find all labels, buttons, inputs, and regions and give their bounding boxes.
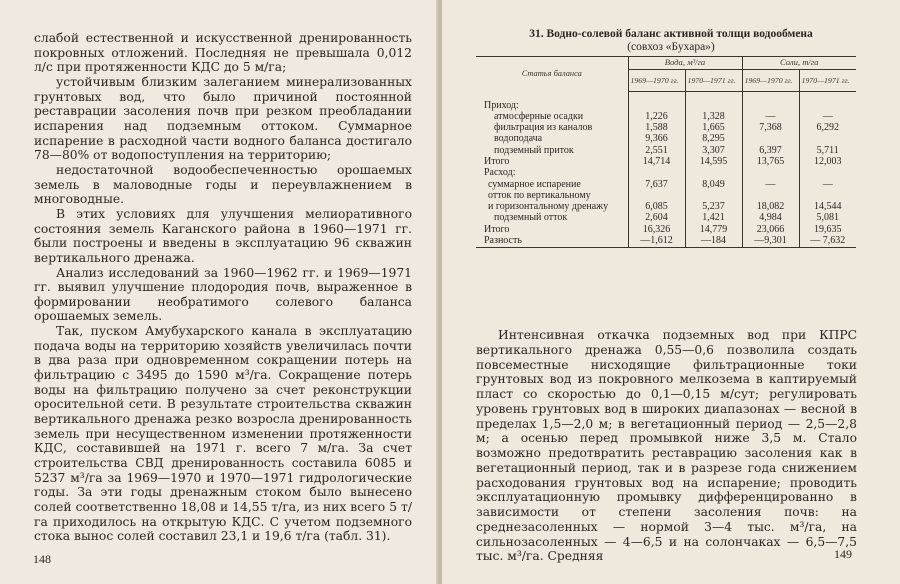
paragraph: Анализ исследований за 1960—1962 гг. и 1969—1971 гг. выявил улучшение плодородия почв, выраженное в формировании необратимого солевого баланса орошаемых земель.	[34, 265, 412, 324]
right-page	[442, 0, 900, 584]
paragraph: устойчивым близким залеганием минерализованных грунтовых вод, что было причиной постоянной реставрации засоления почв при резком преобладании испарения над подземным оттоком. Суммарное испарение в расходной части водного баланса достигало 78—80% от водопоступления на территорию;	[34, 74, 412, 163]
table-row: Итого 16,326 14,779 23,066 19,635	[476, 224, 856, 235]
table-row: Разность —1,612 —184 —9,301 — 7,632	[476, 235, 856, 248]
table-row: подземный приток 2,551 3,307 6,397 5,711	[476, 145, 856, 156]
table-body	[476, 91, 856, 248]
table-row: отток по вертикальному	[476, 190, 856, 201]
header-item: Статья баланса	[476, 57, 628, 92]
table-row: подземный отток 2,604 1,421 4,984 5,081	[476, 212, 856, 223]
table-row: Расход:	[476, 167, 856, 178]
header-year: 1969—1970 гг.	[742, 69, 799, 91]
table-row: и горизонтальному дренажу 6,085 5,237 18,082 14,544	[476, 201, 856, 212]
water-salt-balance-table	[476, 56, 856, 248]
table-subtitle: (совхоз «Бухара»)	[627, 41, 715, 53]
table-row: Приход:	[476, 100, 856, 111]
left-page	[0, 0, 438, 584]
table-row: атмосферные осадки 1,226 1,328 — —	[476, 111, 856, 122]
table-row: Итого 14,714 14,595 13,765 12,003	[476, 156, 856, 167]
header-salt: Соли, т/га	[742, 57, 856, 70]
header-water: Вода, м³/га	[628, 57, 742, 70]
header-year: 1970—1971 гг.	[799, 69, 856, 91]
table-row: суммарное испарение 7,637 8,049 — —	[476, 179, 856, 190]
header-year: 1969—1970 гг.	[628, 69, 685, 91]
paragraph: В этих условиях для улучшения мелиоративного состояния земель Каганского района в 1960—1971 гг. были построены и введены в эксплуатацию 96 скважин вертикального дренажа.	[34, 206, 412, 265]
paragraph: Интенсивная откачка подземных вод при КПРС вертикального дренажа 0,55—0,6 позволила создать повсеместные нисходящие фильтрационные токи грунтовых вод из покровного мелкозема в каптируемый пласт со скоростью до 0,1—0,15 м/сут; регулировать уровень грунтовых вод в широких диапазонах — весной в пределах 1,5—2,0 м; в вегетационный период — 2,5—2,8 м; а осенью перед промывкой ниже 3,5 м. Стало возможно предотвратить реставрацию засоления как в вегетационный период, так и в разрезе года снижением расходования грунтовых вод на испарение; проводить эксплуатационную промывку дифференцированно в зависимости от степени засоления почв: на среднезасоленных — нормой 3—4 тыс. м³/га, на сильнозасоленных — 4—6,5 и на солончаках — 6,5—7,5 тыс. м³/га. Средняя	[476, 328, 857, 564]
table-title	[442, 28, 900, 54]
table-row: фильтрация из каналов 1,588 1,665 7,368 6,292	[476, 122, 856, 133]
table-row: водоподача 9,366 8,295	[476, 133, 856, 144]
left-page-text	[34, 31, 412, 544]
header-year: 1970—1971 гг.	[685, 69, 742, 91]
paragraph: Так, пуском Амубухарского канала в эксплуатацию подача воды на территорию хозяйств увеличилась почти в два раза при одновременном сокращении потерь на фильтрацию с 3495 до 1590 м³/га. Сокращение потерь воды на фильтрацию получено за счет реконструкции оросительной сети. В результате строительства скважин вертикального дренажа резко возросла дренированность земель при несущественном изменении протяженности КДС, составившей на 1971 г. всего 7 м/га. За счет строительства СВД дренированность составила 6085 и 5237 м³/га за 1969—1970 и 1970—1971 гидрологические годы. За эти годы дренажным стоком было вынесено солей соответственно 18,08 и 14,55 т/га, из них всего 5 т/га приходилось на открытую КДС. С учетом подземного стока вынос солей составил 23,1 и 19,6 т/га (табл. 31).	[34, 324, 412, 544]
table-title-main: 31. Водно-солевой баланс активной толщи водообмена	[529, 28, 813, 40]
paragraph: слабой естественной и искусственной дренированность покровных отложений. Последняя не превышала 0,012 л/с при протяженности КДС до 5 м/га;	[34, 31, 412, 75]
right-page-text	[476, 328, 857, 564]
page-number: 148	[33, 552, 51, 566]
paragraph: недостаточной водообеспеченностью орошаемых земель в маловодные годы и переувлажнением в многоводные.	[34, 162, 412, 207]
page-number: 149	[834, 547, 852, 561]
